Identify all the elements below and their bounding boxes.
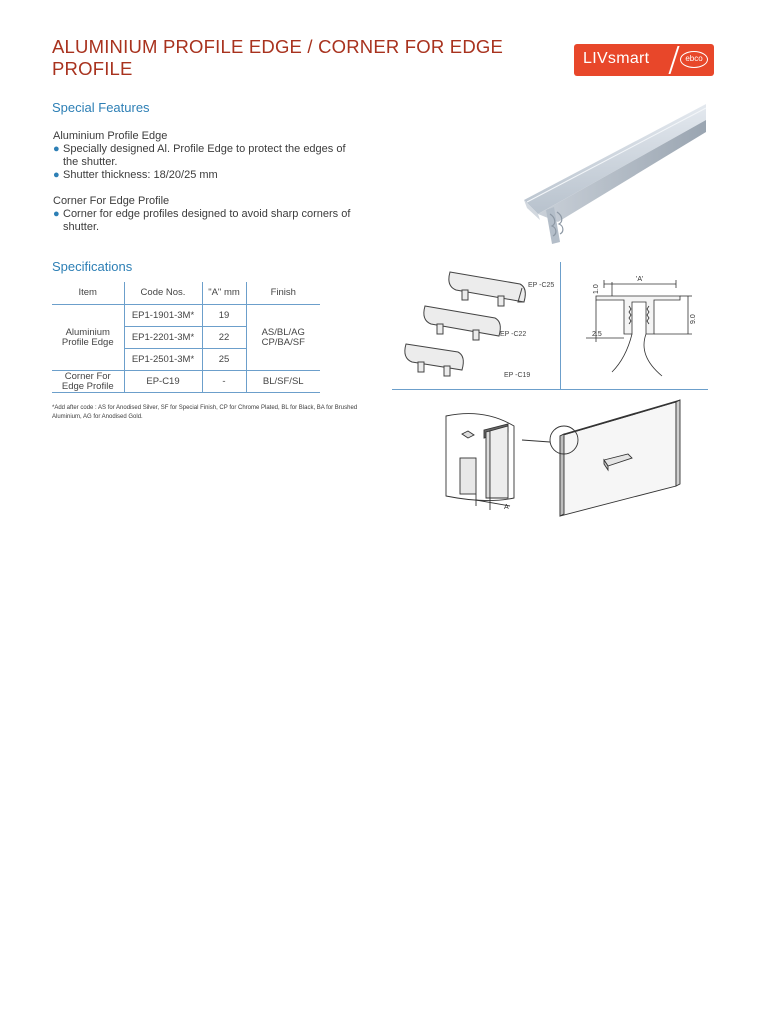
livsmart-ebco-logo — [574, 44, 714, 76]
label-ep-c19: EP -C19 — [504, 372, 531, 379]
column-header-item: Item — [78, 287, 97, 298]
special-features-heading: Special Features — [52, 100, 150, 115]
cell-finish: AS/BL/AG CP/BA/SF — [246, 305, 320, 371]
feature-group-title: Corner For Edge Profile — [53, 195, 170, 207]
shutter-installation-drawing — [440, 398, 716, 520]
feature-bullet: ● Specially designed Al. Profile Edge to protect the edges of the shutter. — [53, 143, 346, 168]
cell-code: EP1-2201-3M* — [124, 327, 202, 349]
dim-1-0-label: 1.0 — [593, 284, 600, 294]
cell-item: Corner For Edge Profile — [61, 370, 114, 392]
cell-finish: BL/SF/SL — [246, 371, 320, 393]
table-row — [52, 305, 320, 327]
logo-brand-text: LIVsmart — [583, 50, 650, 67]
cell-a: 22 — [202, 327, 246, 349]
column-header-finish: Finish — [246, 282, 320, 305]
bullet-dot-icon: ● — [53, 169, 60, 181]
feature-bullet: ● Corner for edge profiles designed to avoid sharp corners of shutter. — [53, 208, 351, 233]
feature-group-profile-edge — [53, 130, 353, 182]
feature-group-title: Aluminium Profile Edge — [53, 130, 168, 142]
dim-2-5-label: 2.5 — [592, 331, 602, 338]
label-ep-c22: EP -C22 — [500, 331, 527, 338]
cell-a: 19 — [202, 305, 246, 327]
specifications-heading: Specifications — [52, 259, 133, 274]
table-header-row — [52, 282, 320, 305]
ebco-logo: ebco — [680, 51, 708, 68]
column-header-code: Code Nos. — [124, 282, 202, 305]
cell-code: EP1-2501-3M* — [124, 349, 202, 371]
finish-codes-footnote: *Add after code : AS for Anodised Silver, SF for Special Finish, CP for Chrome Plated, BL for Black, BA for Brushed Aluminium, AG for Anodised Gold. — [52, 405, 358, 420]
features-list — [53, 130, 353, 247]
bullet-dot-icon: ● — [53, 143, 60, 155]
page-title: ALUMINIUM PROFILE EDGE / CORNER FOR EDGE PROFILE — [52, 36, 504, 79]
column-header-a-mm: "A" mm — [202, 282, 246, 305]
dim-install-a-label: A — [504, 504, 509, 511]
bullet-dot-icon: ● — [53, 208, 60, 220]
profile-section-drawing — [582, 272, 700, 380]
cell-code: EP1-1901-3M* — [124, 305, 202, 327]
aluminium-profile-image — [524, 102, 710, 246]
feature-bullet: ● Shutter thickness: 18/20/25 mm — [53, 169, 218, 181]
cell-item: Aluminium Profile Edge — [52, 305, 124, 371]
specifications-table — [52, 282, 320, 393]
table-row — [52, 371, 320, 393]
corner-caps-drawing — [400, 262, 560, 388]
logo-divider — [668, 46, 679, 74]
cell-code: EP-C19 — [124, 371, 202, 393]
diagram-vertical-divider — [560, 262, 561, 390]
diagram-horizontal-divider — [392, 389, 708, 390]
feature-group-corner — [53, 195, 353, 234]
cell-a: - — [202, 371, 246, 393]
dim-9-0-label: 9.0 — [690, 314, 697, 324]
dim-a-label: 'A' — [636, 276, 644, 283]
cell-a: 25 — [202, 349, 246, 371]
label-ep-c25: EP -C25 — [528, 282, 555, 289]
